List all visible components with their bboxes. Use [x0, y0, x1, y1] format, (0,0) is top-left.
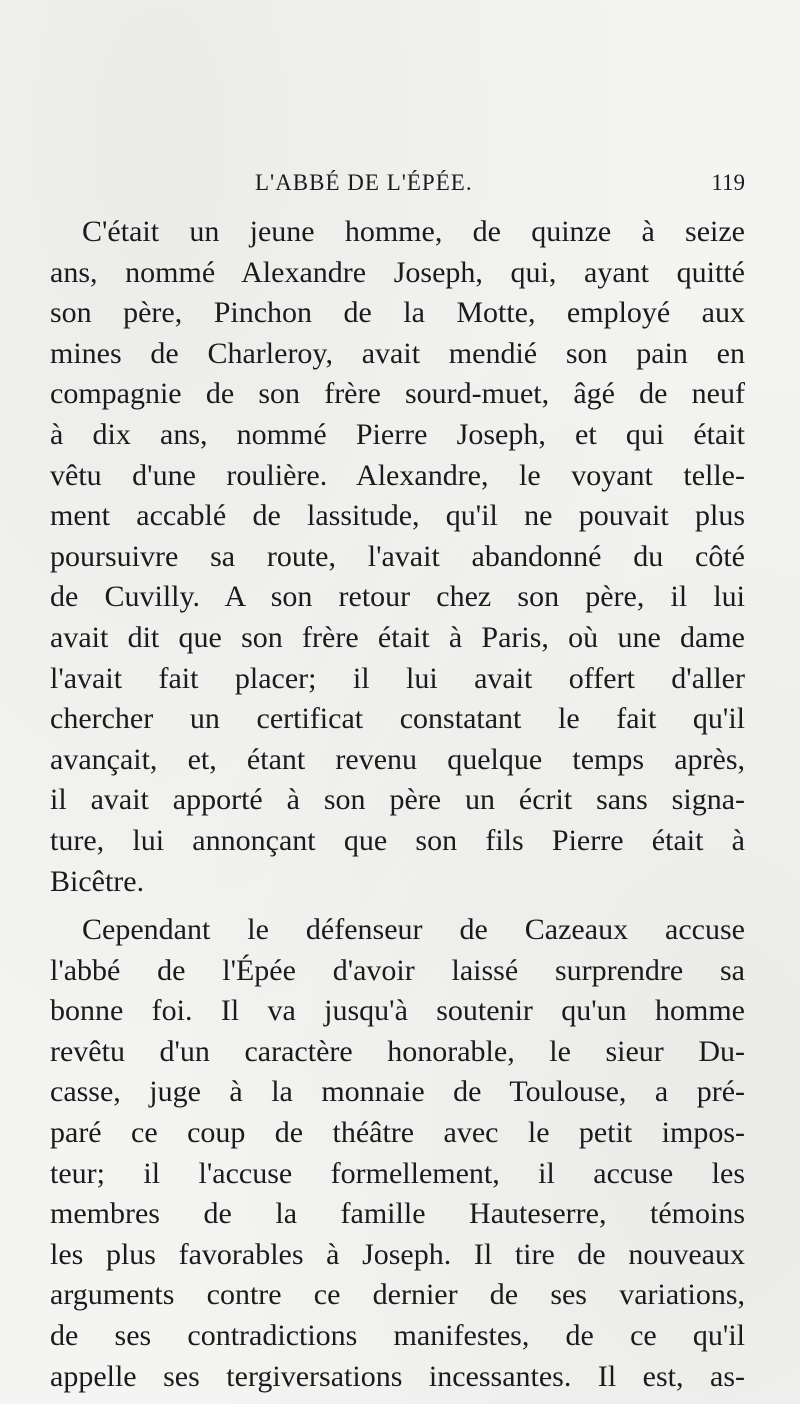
text-line: mines de Charleroy, avait mendié son pain en	[50, 336, 745, 370]
body-text	[50, 212, 745, 1397]
text-line: l'avait fait placer; il lui avait offert d'aller	[50, 661, 745, 695]
text-line: Cependant le défenseur de Cazeaux accuse	[82, 913, 745, 947]
text-line: ture, lui annonçant que son fils Pierre était à	[50, 823, 745, 857]
page-number: 119	[711, 170, 745, 195]
text-line: bonne foi. Il va jusqu'à soutenir qu'un homme	[50, 994, 745, 1028]
text-line: Bicêtre.	[50, 864, 145, 898]
text-line: membres de la famille Hauteserre, témoins	[50, 1197, 745, 1231]
text-line: arguments contre ce dernier de ses variations,	[50, 1278, 745, 1312]
text-line: les plus favorables à Joseph. Il tire de nouveaux	[50, 1237, 745, 1271]
text-line: C'était un jeune homme, de quinze à seize	[82, 215, 745, 248]
text-line: ment accablé de lassitude, qu'il ne pouvait plus	[50, 499, 745, 533]
text-line: chercher un certificat constatant le fait qu'il	[50, 702, 745, 736]
paragraph-gap	[50, 902, 745, 910]
text-line: son père, Pinchon de la Motte, employé aux	[50, 296, 745, 330]
running-title: L'ABBÉ DE L'ÉPÉE.	[255, 170, 473, 195]
text-line: avait dit que son frère était à Paris, où une dame	[50, 620, 745, 654]
text-line: teur; il l'accuse formellement, il accuse les	[50, 1156, 745, 1190]
text-line: poursuivre sa route, l'avait abandonné du côté	[50, 539, 745, 573]
paragraph-1	[50, 212, 745, 902]
paragraph-2	[50, 910, 745, 1397]
text-line: compagnie de son frère sourd-muet, âgé de neuf	[50, 377, 745, 411]
text-line: de ses contradictions manifestes, de ce qu'il	[50, 1319, 745, 1353]
text-line: revêtu d'un caractère honorable, le sieur Du-	[50, 1034, 745, 1068]
text-line: appelle ses tergiversations incessantes. Il est, as-	[50, 1359, 745, 1393]
running-head	[50, 170, 745, 200]
text-line: de Cuvilly. A son retour chez son père, il lui	[50, 580, 745, 614]
text-line: l'abbé de l'Épée d'avoir laissé surprendre sa	[50, 953, 745, 987]
text-line: ans, nommé Alexandre Joseph, qui, ayant quitté	[50, 255, 745, 289]
text-line: vêtu d'une roulière. Alexandre, le voyant telle-	[50, 458, 745, 492]
text-line: paré ce coup de théâtre avec le petit impos-	[50, 1116, 745, 1150]
text-line: à dix ans, nommé Pierre Joseph, et qui était	[50, 417, 745, 451]
text-line: casse, juge à la monnaie de Toulouse, a pré-	[50, 1075, 745, 1109]
text-line: avançait, et, étant revenu quelque temps après,	[50, 742, 745, 776]
text-line: il avait apporté à son père un écrit sans signa-	[50, 783, 745, 817]
